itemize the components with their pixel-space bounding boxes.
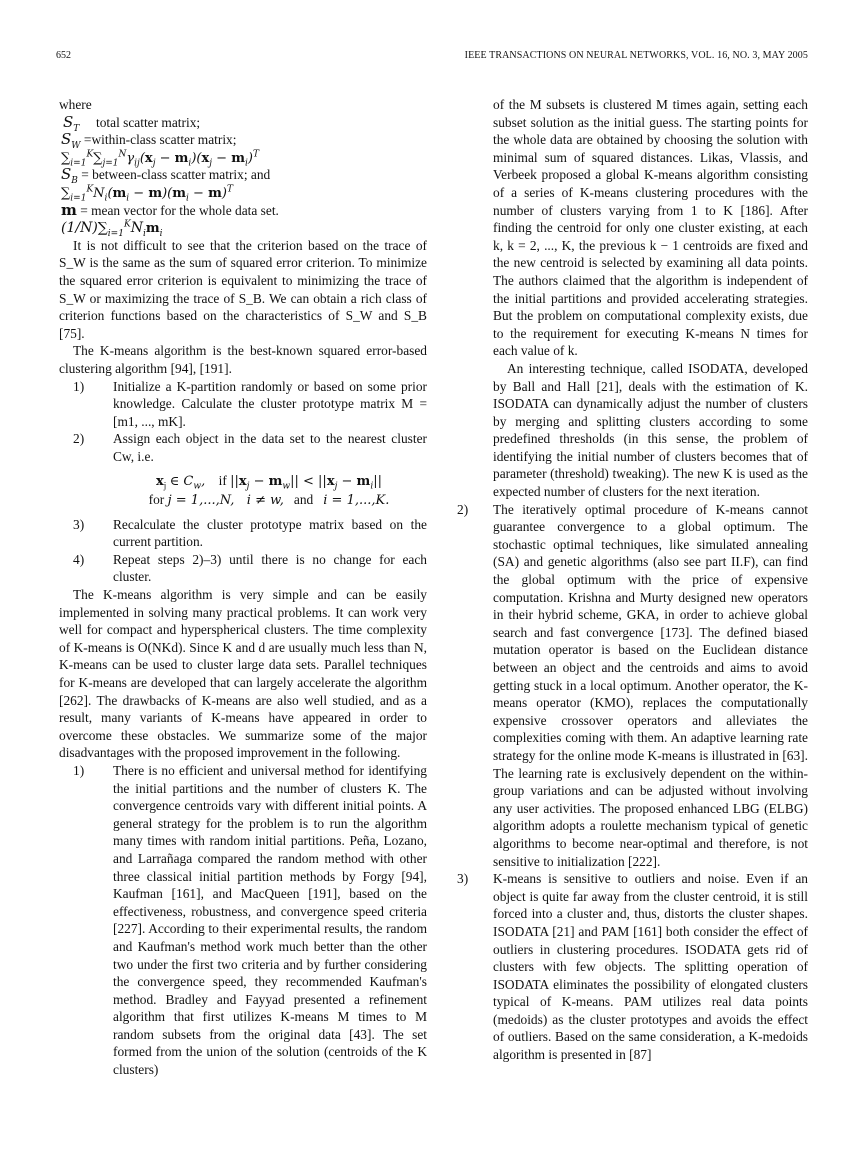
def-m: m = mean vector for the whole data set. bbox=[61, 200, 279, 219]
def-sb: $S_B$ = between-class scatter matrix; and bbox=[61, 165, 271, 187]
page-header bbox=[56, 50, 808, 64]
def-sw-formula: $\sum_{i=1}^K\sum_{j=1}^N\gamma_{ij}(x_j - m_i)(x_j - m_i)^T$ bbox=[61, 149, 259, 169]
list-item-disadvantage-2: 2) The iteratively optimal procedure of K-means cannot guarantee convergence to a global optimum. The stochastic optimal techniques, like simulated annealing (SA) and genetic algorithms (also see part II.F), can find the global optimum with the price of expensive computation. Krishna and Murty designed new operators in their hybrid scheme, GKA, in order to achieve global search and fast convergence [173]. The defined biased mutation operator is based on the Euclidean distance between an object and the centroids and aims to avoid getting stuck in a local optimum. Another operator, the K-means operator (KMO), replaces the computationally expensive crossover operators and alleviates the complexities coming with them. An adaptive learning rate strategy for the online mode K-means is illustrated in [63]. The learning rate is exclusively dependent on the within-group variations and can be adjusted without involving any user activities. The proposed enhanced LBG (ELBG) algorithm adopts a roulette mechanism typical of genetic algorithms to become near-optimal and therefore, is not sensitive to initialization [222]. bbox=[457, 501, 808, 869]
list-item-disadvantage-1: 1) There is no efficient and universal method for identifying the initial partitions and the number of clusters K. The convergence centroids vary with different initial points. A general strategy for the problem is to run the algorithm many times with random initial partitions. Peña, Lozano, and Larrañaga compared the random method with other three classical initial partition methods by Forgy [94], Kaufman [161], and MacQueen [191], based on the effectiveness, robustness, and convergence speed criteria [227]. According to their experimental results, the random and Kaufman's method work much better than the other two under the first two criteria and by further considering the convergence speed, they recommended Kaufman's method. Bradley and Fayyad presented a refinement algorithm that first utilizes K-means M times to M random subsets from the original data [43]. The set formed from the union of the solution (centroids of the K clusters) bbox=[73, 762, 427, 1078]
list-item-step-2: 2) Assign each object in the data set to the nearest cluster Cw, i.e. bbox=[73, 431, 427, 464]
list-item-step-4: 4) Repeat steps 2)–3) until there is no change for each cluster. bbox=[73, 551, 427, 585]
paragraph-kmeans-intro: The K-means algorithm is the best-known squared error-based clustering algorithm [94], [191]. bbox=[59, 343, 427, 376]
running-head: IEEE TRANSACTIONS ON NEURAL NETWORKS, VOL. 16, NO. 3, MAY 2005 bbox=[464, 50, 808, 61]
right-column bbox=[441, 96, 808, 1064]
paragraph-isodata: An interesting technique, called ISODATA, developed by Ball and Hall [21], deals with the estimation of K. ISODATA can dynamically adjust the number of clusters by merging and splitting clusters according to some predefined thresholds (in this sense, the problem of identifying the initial number of clusters becomes that of parameter (threshold) tweaking). The new K is used as the expected number of clusters for the next iteration. bbox=[493, 360, 808, 500]
where-label: where bbox=[59, 97, 92, 112]
def-sw: $S_W$ =within-class scatter matrix; bbox=[61, 130, 237, 152]
paragraph-kmeans-simple: The K-means algorithm is very simple and can be easily implemented in solving many practical problems. It can work very well for compact and hyperspherical clusters. The time complexity of K-means is O(NKd). Since K and d are usually much less than N, K-means can be used to cluster large data sets. Parallel techniques for K-means are developed that can largely accelerate the algorithm [262]. The drawbacks of K-means are also well studied, and as a result, many variants of K-means have appeared in order to overcome these obstacles. We summarize some of the major disadvantages with the proposed improvement in the following. bbox=[59, 587, 427, 761]
list-item-disadvantage-3: 3) K-means is sensitive to outliers and noise. Even if an object is quite far away from the cluster centroid, it is still forced into a cluster and, thus, distorts the cluster shapes. ISODATA [21] and PAM [161] both consider the effect of outliers in clustering procedures. ISODATA gets rid of clusters with few objects. The splitting operation of ISODATA eliminates the possibility of elongated clusters typical of K-means. PAM utilizes real data points (medoids) as the cluster prototypes and avoids the effect of outliers. Based on the same consideration, a K-medoids algorithm is presented in [87] bbox=[457, 871, 808, 1063]
definition-list bbox=[61, 114, 427, 237]
def-m-formula: $(1/N)\sum_{i=1}^KN_im_i$ bbox=[61, 219, 163, 239]
list-item-disadvantage-1-continued bbox=[441, 96, 808, 501]
paragraph-criterion: It is not difficult to see that the criterion based on the trace of S_W is the same as the sum of squared error criterion. To minimize the squared error criterion is equivalent to minimizing the trace of S_W or maximizing the trace of S_B. We can obtain a rich class of criterion functions based on the characteristics of S_W and S_B [75]. bbox=[59, 237, 427, 341]
def-sb-formula: $\sum_{i=1}^KN_i(m_i - m)(m_i - m)^T$ bbox=[61, 184, 233, 204]
page-number: 652 bbox=[56, 50, 71, 61]
def-st: $S_T$ total scatter matrix; bbox=[63, 112, 201, 134]
list-item-step-3: 3) Recalculate the cluster prototype matrix based on the current partition. bbox=[73, 516, 427, 550]
assignment-equation: $x_j$ ∈ $C_w$, if $||x_j - m_w|| < ||x_j - m_i||$ for j = 1,...,N, i ≠ w, and i = 1,...,K. bbox=[148, 473, 390, 509]
left-column bbox=[59, 96, 427, 1079]
list-item-step-1: 1) Initialize a K-partition randomly or based on some prior knowledge. Calculate the cluster prototype matrix M = [m1, ..., mK]. bbox=[73, 378, 427, 429]
paragraph-global-kmeans: of the M subsets is clustered M times again, setting each subset solution as the initial guess. The starting points for the whole data are obtained by choosing the solution with minimal sum of squared distances. Likas, Vlassis, and Verbeek proposed a global K-means algorithm consisting of a series of K-means clustering procedures with the number of clusters varying from 1 to K [186]. After finding the centroid for only one cluster existing, at each k, k = 2, ..., K, the previous k − 1 centroids are fixed and the new centroid is selected by examining all data points. The authors claimed that the algorithm is independent of the initial partitions and provided accelerating strategies. But the problem on computational complexity exists, due to the requirement for executing K-means N times for each value of k. bbox=[493, 97, 808, 359]
